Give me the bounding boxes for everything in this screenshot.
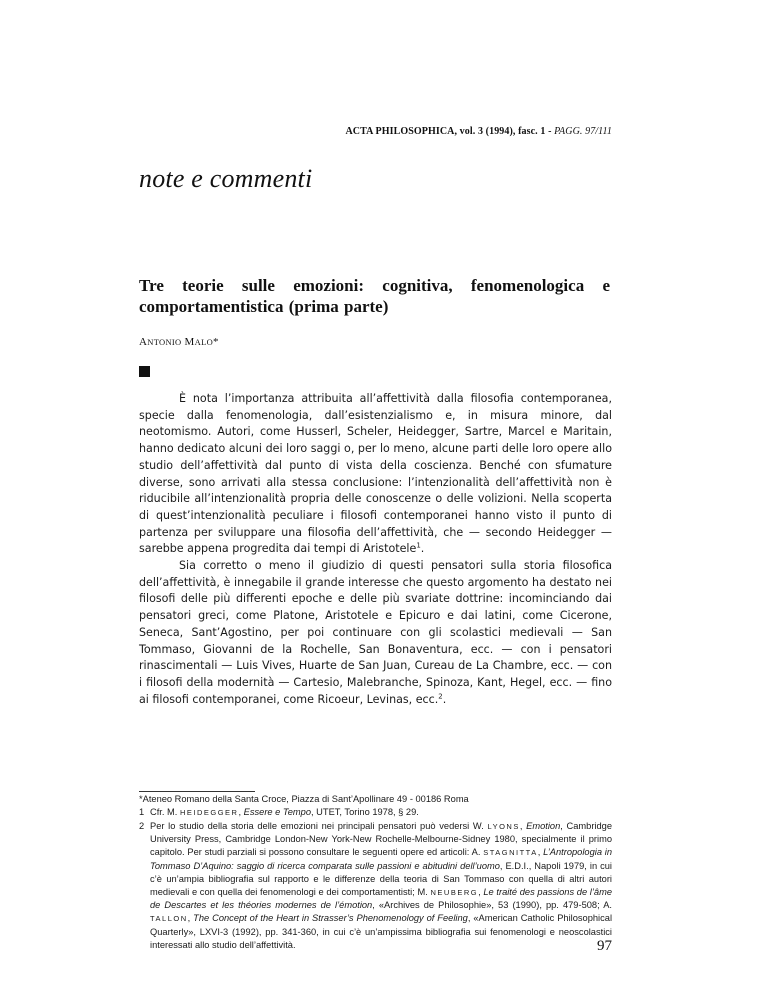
footnote-2: 2 Per lo studio della storia delle emozioni nei principali pensatori può vedersi W. LYONS, Emotion, Cambridge University Press, Cambridge London-New York-New Rochelle-Melbourne-Sidney 1980, specialmente il primo capitolo. Per studi parziali si possono consultare le seguenti opere ed articoli: A. STAGNITTA, L’Antropologia in Tommaso D’Aquino: saggio di ricerca comparata sulle passioni e abitudini dell’uomo, E.D.I., Napoli 1979, in cui c’è un’ampia bibliografia sul rapporto e le differenze della teoria di San Tommaso con quella di altri autori medievali e con quella dei fenomenologi e dei comportamentisti; M. NEUBERG, Le traité des passions de l’âme de Descartes et les théories modernes de l’émotion, «Archives de Philosophie», 53 (1990), pp. 479-508; A. TALLON, The Concept of the Heart in Strasser’s Phenomenology of Feeling, «American Catholic Philosophical Quarterly», LXVI-3 (1992), pp. 341-360, in cui c’è un’ampissima bibliografia sui fenomenologi e neoscolastici interessati allo studio dell’affettività. [139,820,613,950]
article-body [139,391,612,708]
section-title: note e commenti [139,164,313,193]
footnotes [139,793,612,952]
footnote-ref-2: 2 [438,691,443,700]
page-range: PAGG. 97/111 [554,126,612,137]
footnote-1: 1 Cfr. M. HEIDEGGER, Essere e Tempo, UTET, Torino 1978, § 29. [139,806,419,817]
section-square-marker [139,366,150,377]
footnote-separator [139,791,255,792]
paragraph-2: Sia corretto o meno il giudizio di questi pensatori sulla storia filosofica dell’affettività, è innegabile il grande interesse che questo argomento ha destato nei filosofi delle più differenti epoche e delle più svariate dottrine: incominciando dai pensatori greci, come Platone, Aristotele e Epicuro e dai latini, come Cicerone, Seneca, Sant’Agostino, per poi continuare con gli scolastici medievali — San Tommaso, Giovanni de la Rochelle, San Bonaventura, ecc. — con i pensatori rinascimentali — Luis Vives, Huarte de San Juan, Cureau de La Chambre, ecc. — con i filosofi della modernità — Cartesio, Malebranche, Spinoza, Kant, Hegel, ecc. — fino ai filosofi contemporanei, come Ricoeur, Levinas, ecc.$^2$. [139,559,612,706]
running-head [0,126,612,137]
journal-citation: ACTA PHILOSOPHICA, vol. 3 (1994), fasc. 1 - [345,126,555,137]
paragraph-1: È nota l’importanza attribuita all’affettività dalla filosofia contemporanea, specie dalla fenomenologia, dall’esistenzialismo e, in misura minore, dal neotomismo. Autori, come Husserl, Scheler, Heidegger, Sartre, Marcel e Maritain, hanno dedicato alcuni dei loro saggi o, per lo meno, alcune parti delle loro opere allo studio dell’affettività dal punto di vista della coscienza. Benché con sfumature diverse, sono arrivati alla stessa conclusione: l’intenzionalità dell’affettività non è riducibile all’intenzionalità propria delle conoscenze o delle volizioni. Nella scoperta di quest’intenzionalità peculiare i filosofi contemporanei hanno visto il punto di partenza per sviluppare una filosofia dell’affettività, che — secondo Heidegger — sarebbe appena progredita dai tempi di Aristotele$^1$. [139,392,612,556]
article-title: Tre teorie sulle emozioni: cognitiva, fenomenologica e comportamentistica (prima parte) [139,276,610,316]
footnote-affiliation: *Ateneo Romano della Santa Croce, Piazza di Sant’Apollinare 49 - 00186 Roma [139,794,469,804]
author-name: ANTONIO MALO* [139,336,219,348]
footnote-ref-1: 1 [416,541,421,550]
author-footnote-mark: * [213,336,219,348]
page-number: 97 [597,938,612,954]
